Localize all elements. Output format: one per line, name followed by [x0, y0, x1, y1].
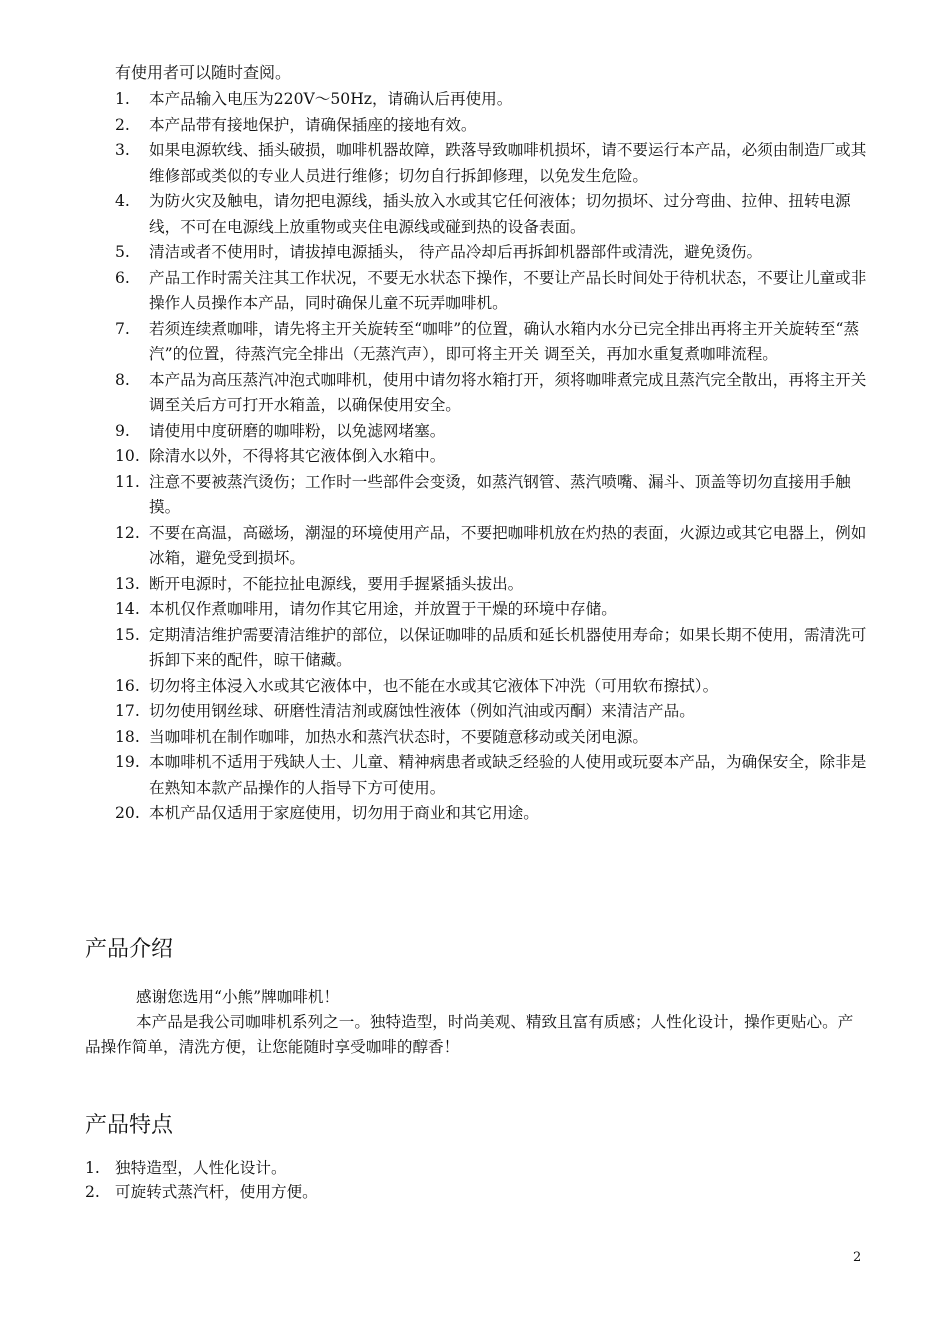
list-item-number: 17.: [115, 702, 140, 720]
product-intro-heading: 产品介绍: [85, 937, 174, 962]
list-item-text: 注意不要被蒸汽烫伤；工作时一些部件会变烫，如蒸汽钢管、蒸汽喷嘴、漏斗、顶盖等切勿直接用手触摸。: [149, 472, 851, 516]
list-item: [85, 750, 875, 801]
product-intro-thanks: 感谢您选用“小熊”牌咖啡机！: [136, 988, 340, 1006]
list-item: [85, 189, 875, 240]
list-item-number: 18.: [115, 727, 140, 746]
list-item-text: 本机仅作煮咖啡用，请勿作其它用途，并放置于干燥的环境中存储。: [149, 600, 617, 618]
list-item-number: 2.: [115, 115, 130, 134]
list-item-text: 如果电源软线、插头破损，咖啡机器故障，跌落导致咖啡机损坏，请不要运行本产品，必须由制造厂或其维修部或类似的专业人员进行维修；切勿自行拆卸修理，以免发生危险。: [149, 141, 867, 185]
page-number: 2: [853, 1250, 862, 1265]
list-item: [85, 138, 875, 189]
list-item-number: 10.: [115, 447, 140, 465]
list-item: [85, 240, 875, 266]
list-item: [85, 87, 875, 113]
list-item-number: 15.: [115, 625, 140, 644]
list-item-text: 本产品带有接地保护，请确保插座的接地有效。: [149, 115, 477, 134]
list-item: [85, 266, 875, 317]
list-item-text: 本产品输入电压为220V～50Hz，请确认后再使用。: [149, 90, 513, 108]
list-item: [85, 368, 875, 419]
list-item-number: 19.: [115, 753, 140, 771]
list-item-text: 可旋转式蒸汽杆，使用方便。: [115, 1183, 318, 1201]
list-item: [85, 597, 875, 623]
list-item-text: 本咖啡机不适用于残缺人士、儿童、精神病患者或缺乏经验的人使用或玩耍本产品，为确保安全，除非是在熟知本款产品操作的人指导下方可使用。: [149, 753, 867, 797]
list-item-number: 14.: [115, 600, 140, 618]
list-item-text: 切勿使用钢丝球、研磨性清洁剂或腐蚀性液体（例如汽油或丙酮）来清洁产品。: [149, 702, 695, 720]
list-item-text: 为防火灾及触电，请勿把电源线，插头放入水或其它任何液体；切勿损坏、过分弯曲、拉伸、扭转电源线，不可在电源线上放重物或夹住电源线或碰到热的设备表面。: [149, 192, 851, 236]
list-item-text: 当咖啡机在制作咖啡，加热水和蒸汽状态时，不要随意移动或关闭电源。: [149, 727, 649, 746]
list-item-number: 16.: [115, 676, 140, 695]
list-item: [85, 113, 875, 139]
list-item: [85, 1156, 318, 1180]
list-item-number: 8.: [115, 370, 130, 389]
list-item-number: 11.: [115, 472, 140, 491]
list-item: [85, 674, 875, 700]
list-item: [85, 801, 875, 827]
list-item: [85, 623, 875, 674]
list-item: [85, 521, 875, 572]
list-item-number: 1.: [85, 1159, 100, 1177]
list-item-text: 若须连续煮咖啡，请先将主开关旋转至“咖啡”的位置，确认水箱内水分已完全排出再将主开关旋转至“蒸汽”的位置，待蒸汽完全排出（无蒸汽声），即可将主开关 调至关，再加水重复煮咖啡流程。: [149, 319, 860, 363]
list-item: [85, 699, 875, 725]
list-item-number: 12.: [115, 523, 140, 542]
list-item-number: 2.: [85, 1183, 100, 1201]
list-item-text: 独特造型，人性化设计。: [115, 1159, 287, 1177]
list-item-number: 4.: [115, 192, 130, 210]
list-item-number: 9.: [115, 421, 130, 440]
list-item-text: 定期清洁维护需要清洁维护的部位，以保证咖啡的品质和延长机器使用寿命；如果长期不使用，需清洗可拆卸下来的配件，晾干储藏。: [149, 625, 867, 669]
list-item-number: 13.: [115, 574, 140, 593]
list-item: [85, 1180, 318, 1204]
product-features-heading: 产品特点: [85, 1113, 174, 1138]
list-item: [85, 470, 875, 521]
list-item-number: 3.: [115, 141, 130, 159]
list-item-number: 20.: [115, 804, 140, 822]
product-intro-description: 本产品是我公司咖啡机系列之一。独特造型，时尚美观、精致且富有质感；人性化设计，操作更贴心。产品操作简单，清洗方便，让您能随时享受咖啡的醇香！: [85, 1013, 854, 1056]
list-item-text: 本机产品仅适用于家庭使用，切勿用于商业和其它用途。: [149, 804, 539, 822]
list-item: [85, 317, 875, 368]
list-item: [85, 444, 875, 470]
list-item-text: 断开电源时，不能拉扯电源线，要用手握紧插头拔出。: [149, 574, 524, 593]
list-item-text: 本产品为高压蒸汽冲泡式咖啡机，使用中请勿将水箱打开，须将咖啡煮完成且蒸汽完全散出，再将主开关调至关后方可打开水箱盖，以确保使用安全。: [149, 370, 867, 414]
safety-intro-continuation: 有使用者可以随时查阅。: [115, 63, 292, 82]
list-item-number: 1.: [115, 90, 130, 108]
list-item-number: 7.: [115, 319, 130, 338]
list-item-text: 请使用中度研磨的咖啡粉，以免滤网堵塞。: [149, 421, 446, 440]
list-item-text: 不要在高温，高磁场，潮湿的环境使用产品，不要把咖啡机放在灼热的表面，火源边或其它电器上，例如冰箱，避免受到损坏。: [149, 523, 867, 567]
list-item-text: 产品工作时需关注其工作状况，不要无水状态下操作，不要让产品长时间处于待机状态，不要让儿童或非操作人员操作本产品，同时确保儿童不玩弄咖啡机。: [149, 268, 867, 312]
list-item-number: 6.: [115, 268, 130, 287]
safety-instructions-list: [85, 87, 875, 827]
list-item-text: 除清水以外，不得将其它液体倒入水箱中。: [149, 447, 446, 465]
list-item: [85, 419, 875, 445]
list-item-number: 5.: [115, 243, 130, 261]
list-item-text: 切勿将主体浸入水或其它液体中，也不能在水或其它液体下冲洗（可用软布擦拭）。: [149, 676, 719, 695]
list-item-text: 清洁或者不使用时，请拔掉电源插头， 待产品冷却后再拆卸机器部件或清洗，避免烫伤。: [149, 243, 763, 261]
product-features-list: [85, 1156, 318, 1204]
list-item: [85, 572, 875, 598]
list-item: [85, 725, 875, 751]
